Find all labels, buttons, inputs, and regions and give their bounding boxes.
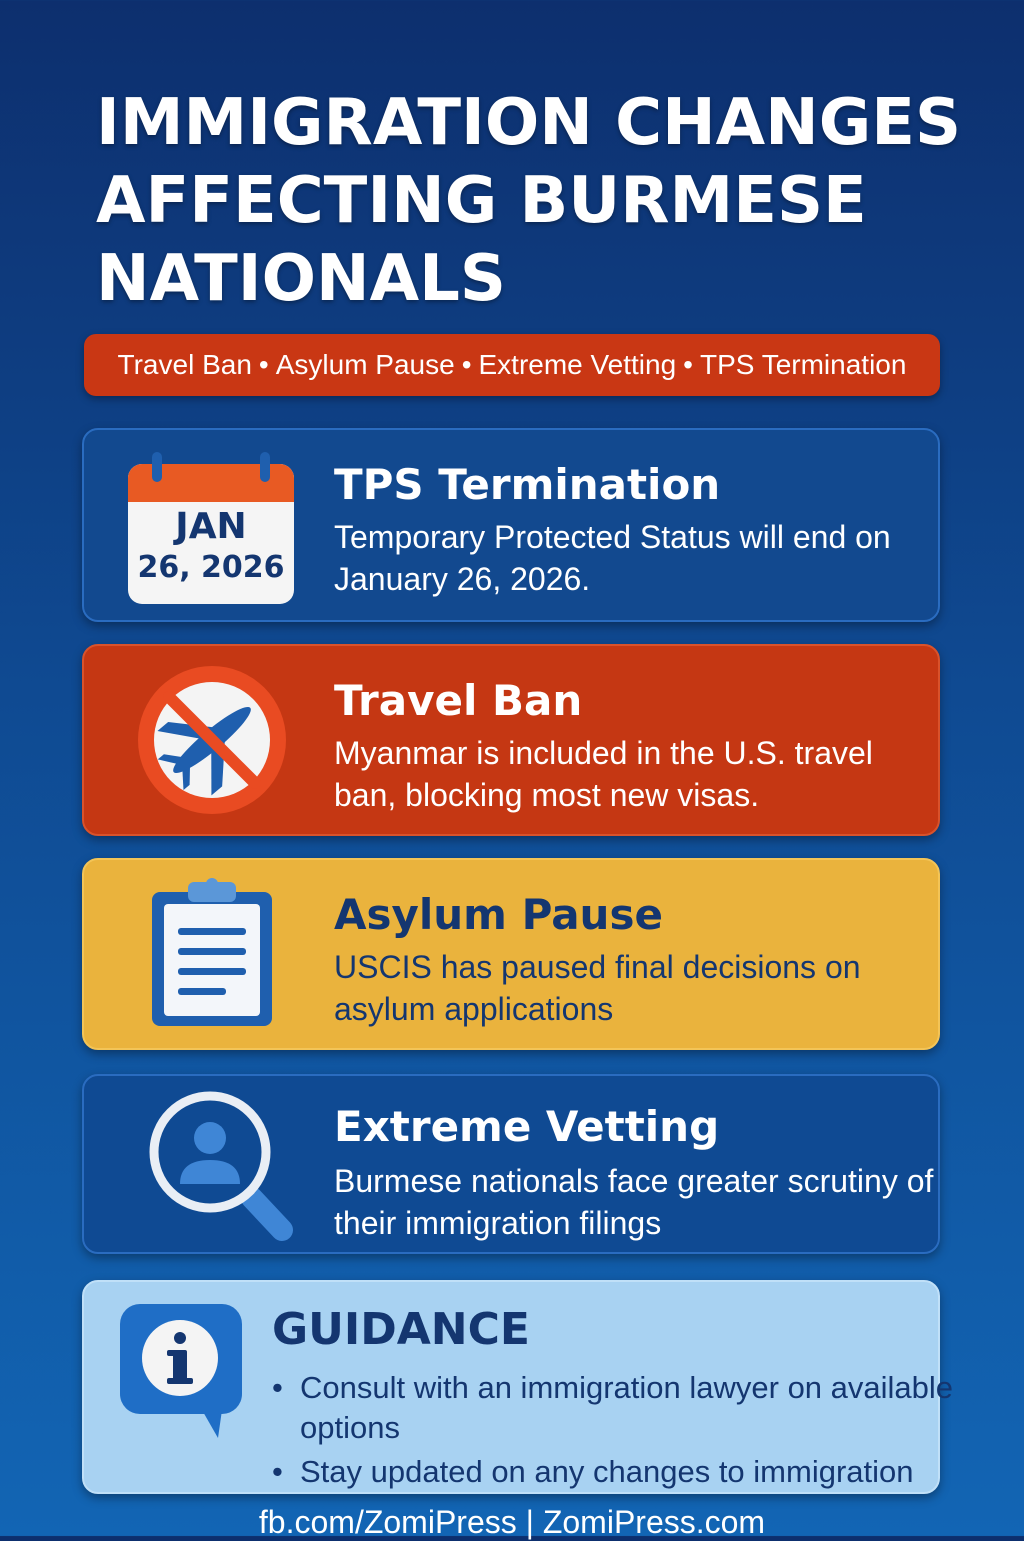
bullet: • — [272, 1454, 283, 1489]
card-heading: Extreme Vetting — [334, 1102, 720, 1151]
footer-links: fb.com/ZomiPress | ZomiPress.com — [258, 1504, 766, 1540]
guidance-list — [272, 1368, 960, 1496]
card-body: Temporary Protected Status will end on January 26, 2026. — [334, 519, 891, 597]
person-search-icon — [148, 1090, 298, 1244]
topic-travel-ban: Travel Ban — [117, 349, 252, 380]
guidance-item-text: Consult with an immigration lawyer on available options — [300, 1370, 954, 1445]
list-item — [272, 1452, 960, 1492]
topics-banner — [84, 334, 940, 396]
card-body: USCIS has paused final decisions on asylum applications — [334, 949, 861, 1027]
topic-separator: • — [461, 349, 472, 380]
calendar-month: JAN — [175, 506, 247, 547]
no-flights-icon — [136, 664, 288, 816]
guidance-item-text: Stay updated on any changes to immigration — [300, 1454, 914, 1489]
calendar-date: 26, 2026 — [137, 550, 285, 585]
card-body: Myanmar is included in the U.S. travel ban, blocking most new visas. — [334, 735, 873, 813]
guidance-heading: GUIDANCE — [272, 1304, 530, 1355]
clipboard-icon — [150, 878, 274, 1028]
card-body: Burmese nationals face greater scrutiny of their immigration filings — [334, 1163, 934, 1241]
topic-asylum-pause: Asylum Pause — [275, 349, 455, 380]
topic-extreme-vetting: Extreme Vetting — [478, 349, 677, 380]
title-line-2: AFFECTING BURMESE — [96, 164, 867, 238]
topic-separator: • — [683, 349, 693, 380]
topic-separator: • — [258, 349, 269, 380]
page-title — [96, 84, 996, 318]
calendar-icon — [126, 450, 296, 606]
card-heading: Travel Ban — [334, 676, 583, 725]
list-item — [272, 1368, 960, 1448]
info-chat-icon — [118, 1302, 246, 1442]
title-line-1: IMMIGRATION CHANGES — [96, 86, 962, 160]
guidance-card — [82, 1280, 954, 1494]
asylum-pause-card — [82, 858, 940, 1050]
title-line-3: NATIONALS — [96, 242, 506, 316]
topic-tps-termination: TPS Termination — [699, 349, 907, 380]
bullet: • — [272, 1370, 283, 1405]
card-heading: TPS Termination — [334, 460, 721, 509]
tps-termination-card — [82, 428, 940, 622]
travel-ban-card — [82, 644, 940, 836]
card-heading: Asylum Pause — [334, 890, 663, 939]
extreme-vetting-card — [82, 1074, 940, 1254]
